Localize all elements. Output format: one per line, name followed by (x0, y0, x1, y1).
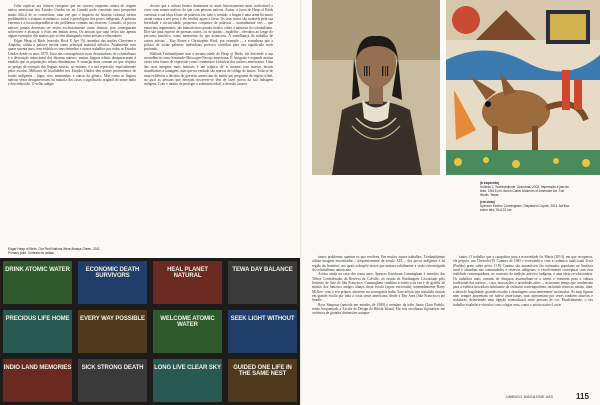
paragraph: tantes. O trabalho que a catapultou para a notoriedade foi Maria (2014), em que recuperou, ela própria, um Chevrolet El Camino de 1985 e revestindo-o com a cerâmica tradicional Tewa (Pueblo) preto sobre preto. O El Camino são automóveis tão estimados populares na América rural e abundam nas comunidades e reservas indígenas; o envolvimento conceptual com essa realidade contemporânea, no contexto da tradição artística indígena, é uma ideia revolucionária. Os trabalhos mais comuns de Simpson assemelham-se a totens e remetem para a cultura tradicional dos nativos – caça, invocações, e atividades afins –, ao mesmo tempo que condensam para a estética inovadora dominante da cerâmica contemporânea, incluindo técnicas mistas, tinta, a ideia de fragilidade, grandes escalas e abordagens conscientemente incómodas. As suas figuras nem sempre aparentam ser nativo americanas, mas apresentam por vezes também alusivas e sedutoras, defendendo uma ligação transcultural entre pessoas de cor. Paralelamente, o seu trabalho estabelece vínculos com colegas seus, como o artista nativo Lewis (453, 255, 593, 307)
right-text-column-2 (453, 255, 593, 393)
paragraph: tantos problemas quantos os que resolveu. Em muitos outros trabalhos, Tsinhnahjinnie utiliza imagens encontradas – frequentemente de século XIX – dos povos indígenas e há região da fronteira, aos quais sobrepõe textos que minam subtilmente a visão estereotipada do colonialismo americano. (312, 255, 445, 273)
painting-word-tile: INDIO LAND MEMORIES (3, 359, 72, 402)
painting-word-tile: GUIDED ONE LIFE IN THE SAME NEST (228, 359, 297, 402)
painting-word-tile: SEEK LIGHT WITHOUT (228, 310, 297, 353)
caption-line: sobre tela, 91x122 cm (480, 208, 512, 212)
portrait-image (312, 0, 440, 175)
painting-word-tile: WELCOME ATOMIC WATER (153, 310, 222, 353)
caption-line: Hulleah J. Tsinhnahjinnie, Grandma, 2003. Impressão a jato de (480, 185, 569, 189)
paragraph: Edgar Heap of Birds (nascido Hock E Aye Vi), membro das nações Cheyenne e Arapaho, utiliza a palavra escrita como principal material artístico. Atualmente com quase setenta anos, tem exibido os seus desenhos e outros trabalhos por todos os Estados Unidos desde os anos 1970. Uma das consequências mais devastadoras do colonialismo é a destruição intencional dos idiomas nativos: muitas línguas tribais desapareceram à medida que as populações tribais diminuíram. A situação mais comum no que respeita ao perigo de extinção das línguas nativas, no entanto, é a sua repressão, especialmente pelas escolas. Milhares de localidades nos Estados Unidos têm nomes provenientes de fontes indígenas – lagos, rios, montanhas, e outros do género. Mas como as línguas nativas vêzes desapareceram, na maioria dos casos o significado original do nome índio é desconhecido. O velho adágio (8, 38, 136, 87)
caption-line: Edgar Heap of Birds, Our Red Nations Were Always Green, 2011. (8, 247, 101, 251)
grandma-photo (312, 0, 440, 175)
left-text-column-1 (8, 4, 136, 250)
painting-word-tile: TEWA DAY BALANCE (228, 261, 297, 304)
caption-line: Spencer Keeton Cunningham, Displaced Coyote, 2011. Acrílico (480, 204, 570, 208)
left-figure-caption (8, 247, 208, 255)
caption-line: Primary print. Cortesia do artista (8, 251, 54, 255)
painting-word-tile: ECONOMIC DEATH SURVIVORS (78, 261, 147, 304)
paragraph: Rose Simpson (nascida em meados de 1980) é membro da tribo Santa Clara Pueblo, tendo frequentado a Escola de Design de Rhode Island. Ela cria esculturas figurativas em cerâmica de grandes dimensões autopor- (312, 302, 445, 316)
right-figure-caption (480, 181, 598, 212)
paragraph: do-nos que a cultura branca dominante se sente historicamente mais confortável a viver com nomes nativos do que com pessoas nativas. Assim, o facto de Heap of Birds construir a sua obra à base de palavras faz todo o sentido: a língua é uma arma há muito usada contra o seu povo e ele retribui agora o favor. Os seus textos são notáveis pela sua brevidade e incisividade, pequenos conjuntos de palavras – normalmente seis – que enunciam argumentos, tão humorísticos quanto ácidos, sobre a natureza do colonialismo. Eles são uma espécie de poemas curtos, ou de piadas – modelos – elevados ao longo do percurso histórico, como memoriais do que aconteceu. À semelhança do trabalho de outros artistas – Kay Rosen e Christopher Wool, por exemplo –, a estranheza que a prática de isolar palavras individuais provoca contribui para um significado mais profundo. (144, 4, 273, 52)
coyote-painting-image (446, 0, 600, 175)
paragraph: Artista ainda na casa dos trinta anos, Spencer Keeshaun Cunningham é membro das Tribos Confederadas da Reserva de Colville, no estado de Washington. Licenciado pelo Instituto de Arte de São Francisco, Cunningham combina a estética da rua e de graffiti de muitos dos famosos antigos alunos desta escola (agora encerrada), nomeadamente Barry McGee, com o seu próprio interesse na iconografia índia. Este artista tem instalado murais em grande escala por toda a costa oeste americana, desde a Bay Area (São Francisco) até Seattle. (312, 272, 445, 303)
right-text-column-1 (312, 255, 445, 393)
coyote-painting (446, 0, 600, 175)
painting-word-tile: HEAL PLANET NATURAL (153, 261, 222, 304)
painting-word-tile: DRINK ATOMIC WATER (3, 261, 72, 304)
gutter (300, 0, 302, 405)
painting-word-tile: EVERY WAY POSSIBLE (78, 310, 147, 353)
caption-label: (à esquerda) (480, 181, 499, 185)
painting-word-tile: LONG LIVE CLEAR SKY (153, 359, 222, 402)
painting-word-tile: SICK STRONG DEATH (78, 359, 147, 402)
paragraph: Cabe explicar aos leitores europeus que ter sucesso enquanto artista de origem nativa americana nos Estados Unidos ou no Canadá pode constituir uma perspetiva muito difícil de se concretizar, uma vez que o impacto da história colonial tornou problemático o estatuto económico, social e psicológico dos povos indígenas. A pobreza extrema e a toxicodependência são problemas comuns nas reservas. Contudo, os povos nativos jamais deveriam ser vistos exclusivamente como vítimas, pois conseguiram sobreviver e alcançar o êxito em muitas áreas. Os artistas que aqui refiro são apenas alguns exemplos dos muitos que se têm distinguido como artistas e educadores. (8, 4, 136, 39)
caption-line: tinta, 19x15 cm. Amon Carter Museum of American Art, Fort (480, 189, 565, 193)
paragraph: Hulleah Tsinhnahjinnie tem a mesma idade de Heap of Birds; ela descende a sua ascendência como Seminole-Muscogee-Navajo americana. É fotógrafa e expande muitas vezes essa forma de expressão como comentário à história dos nativos americanos. Uma das suas imagens mais famosas é um tríptico de si mesma com marcas faciais semelhantes a tatuagens, mas que na verdade são marcas de código de barras. Toda-se de uma evidência a decisão do governo americano de emitir um programa de registo tribal, no qual as pessoas que desejam inscrever-se têm de fazer prova da sua linhagem indígena. Com o intuito de proteger a soberania tribal, a decisão causou (144, 51, 273, 87)
caption-line: Worth, Texas (480, 193, 499, 197)
page-number: 115 (576, 392, 589, 401)
word-painting (0, 258, 300, 405)
magazine-name: UMBIGO MAGAZINE #83 (506, 395, 554, 399)
caption-label: (em cima) (480, 200, 495, 204)
painting-word-tile: PRECIOUS LIFE HOME (3, 310, 72, 353)
left-text-column-2 (144, 4, 273, 250)
